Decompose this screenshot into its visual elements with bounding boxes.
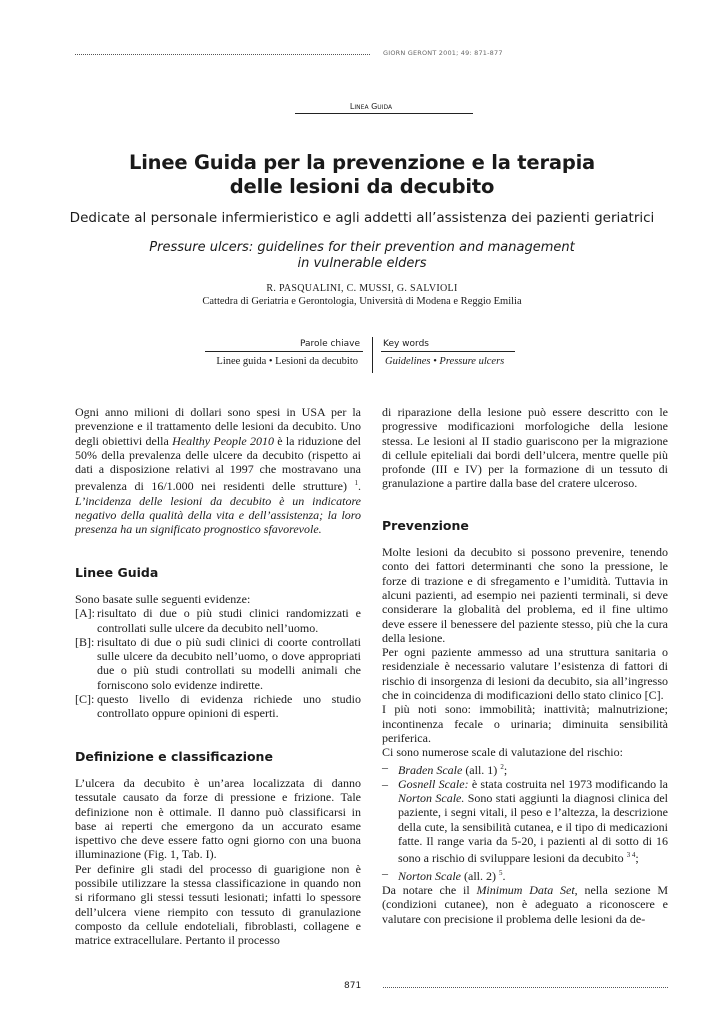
article-title: Linee Guida per la prevenzione e la terapia delle lesioni da decubito (128, 151, 596, 198)
definition-paragraph-2: Per definire gli stadi del processo di guarigione non è possibile utilizzare la stessa classificazione in quando non si riformano gli stessi tessuti lesionati; infatti lo spessore dell’ulcera viene riempito con tessuto di granulazione composto da cellule endoteliali, fibroblasti, collagene e matrice extracellulare. Pertanto il processo (75, 861, 361, 948)
section-label: LINEA GUIDA (349, 102, 393, 111)
final-paragraph: Da notare che il Minimum Data Set, nella sezione M (condizioni cutanee), non è adeguato a riconoscere e valutare con precisione il problema delle lesioni da de- (382, 882, 668, 926)
heading-linee-guida: Linee Guida (75, 564, 159, 580)
scale-item-gosnell: – Gosnell Scale: è stata costruita nel 1973 modificando la Norton Scale. Sono stati aggiunti la diagnosi clinica del paziente, i segni vitali, il peso e l’altezza, la descrizione della cute, la sensibilità cutanea, e il tipo di medicazioni fatte. Il range varia da 5-20, i pazienti al di sotto di 16 sono a rischio di sviluppare lesioni da decubito $^{3 4}$; (382, 776, 669, 866)
scale-item-norton: – Norton Scale (all. 2) $^5$. (382, 865, 506, 883)
affiliation: Cattedra di Geriatria e Gerontologia, Università di Modena e Reggio Emilia (202, 296, 522, 307)
journal-reference: GIORN GERONT 2001; 49: 871-877 (383, 49, 503, 57)
keywords-divider (372, 337, 373, 373)
section-rule (295, 113, 473, 114)
risk-scales-list (382, 760, 668, 883)
right-column (382, 405, 668, 926)
intro-paragraph: Ogni anno milioni di dollari sono spesi in USA per la prevenzione e il trattamento delle lesioni da decubito. Uno degli obiettivi della Healthy People 2010 è la riduzione del 50% della prevalenza delle ulcere da decubito (rispetto ai dati a disposizione relativi al 1997 che mostravano una prevalenza di 16/1.000 nei residenti delle strutture) $^1$. L’incidenza delle lesioni da decubito è un indicatore negativo della qualità della vita e dell’assistenza; la loro presenza ha un significato prognostico sfavorevole. (75, 405, 362, 537)
definition-paragraph-1: L’ulcera da decubito è un’area localizzata di danno tessutale causato da forze di pressione e frizione. Tale definizione non è ottimale. Il danno può classificarsi in base ai reperti che emergono da un accurato esame ispettivo che deve essere fatto ogni giorno con una buona illuminazione (Fig. 1, Tab. I). (75, 775, 361, 862)
left-column (75, 405, 361, 948)
evidence-item-b: [B]: risultato di due o più sudi clinici di coorte controllati sulle ulcere da decubito nell’uomo, o dove appropriati due o più studi controllati su modelli animali che forniscono solo evidenze indirette. (75, 634, 361, 692)
prevention-paragraph-2: Per ogni paziente ammesso ad una struttura sanitaria o residenziale è necessario valutare l’esistenza di fattori di rischio di insorgenza di lesioni da decubito, sia all’ingresso che in coincidenza di modificazioni dello stato clinico [C]. (382, 645, 668, 703)
article-subtitle: Dedicate al personale infermieristico e agli addetti all’assistenza dei pazienti geriatrici (69, 210, 655, 226)
linee-intro: Sono basate sulle seguenti evidenze: (75, 591, 251, 606)
continuation-paragraph: di riparazione della lesione può essere descritto con le progressive modificazioni morfologiche della lesione stessa. Le lesioni al II stadio guariscono per la migrazione di cellule epiteliali dai bordi dell’ulcera, mentre quelle più profonde (III e IV) per la formazione di un tessuto di granulazione a partire dalla base del cratere ulceroso. (382, 405, 668, 491)
heading-definizione: Definizione e classificazione (75, 748, 273, 764)
prevention-paragraph-3: I più noti sono: immobilità; inattività; malnutrizione; incontinenza fecale o urinaria; diminuita sensibilità periferica. (382, 702, 668, 745)
prevention-paragraph-1: Molte lesioni da decubito si possono prevenire, tenendo conto dei fattori determinanti che sono la pressione, le forze di trazione e di sfregamento e l’umidità. Tuttavia in alcuni pazienti, ad esempio nei pazienti terminali, si deve considerare la globalità del problema, ed il fine ultimo deve essere il benessere del paziente stesso, più che la cura della lesione. (382, 545, 668, 645)
evidence-list (75, 606, 361, 720)
english-title: Pressure ulcers: guidelines for their prevention and management in vulnerable elders (149, 240, 575, 271)
prevention-paragraph-4: Ci sono numerose scale di valutazione del rischio: (382, 745, 623, 760)
scale-item-braden: – Braden Scale (all. 1) $^2$; (382, 759, 508, 777)
authors: R. PASQUALINI, C. MUSSI, G. SALVIOLI (266, 283, 458, 294)
evidence-item-c: [C]: questo livello di evidenza richiede uno studio controllato oppure opinioni di esperti. (75, 692, 361, 721)
heading-prevenzione: Prevenzione (382, 517, 469, 533)
evidence-item-a: [A]: risultato di due o più studi clinici randomizzati e controllati sulle ulcere da decubito nell’uomo. (75, 606, 361, 635)
keywords-en-text: Guidelines • Pressure ulcers (385, 356, 505, 367)
header-rule (75, 54, 370, 55)
keywords-it-heading: Parole chiave (300, 339, 360, 349)
page-number: 871 (344, 981, 362, 991)
keywords-it-rule (205, 351, 363, 352)
keywords-en-heading: Key words (383, 339, 429, 349)
keywords-it-text: Linee guida • Lesioni da decubito (216, 356, 358, 367)
keywords-en-rule (381, 351, 515, 352)
footer-rule (383, 987, 668, 988)
